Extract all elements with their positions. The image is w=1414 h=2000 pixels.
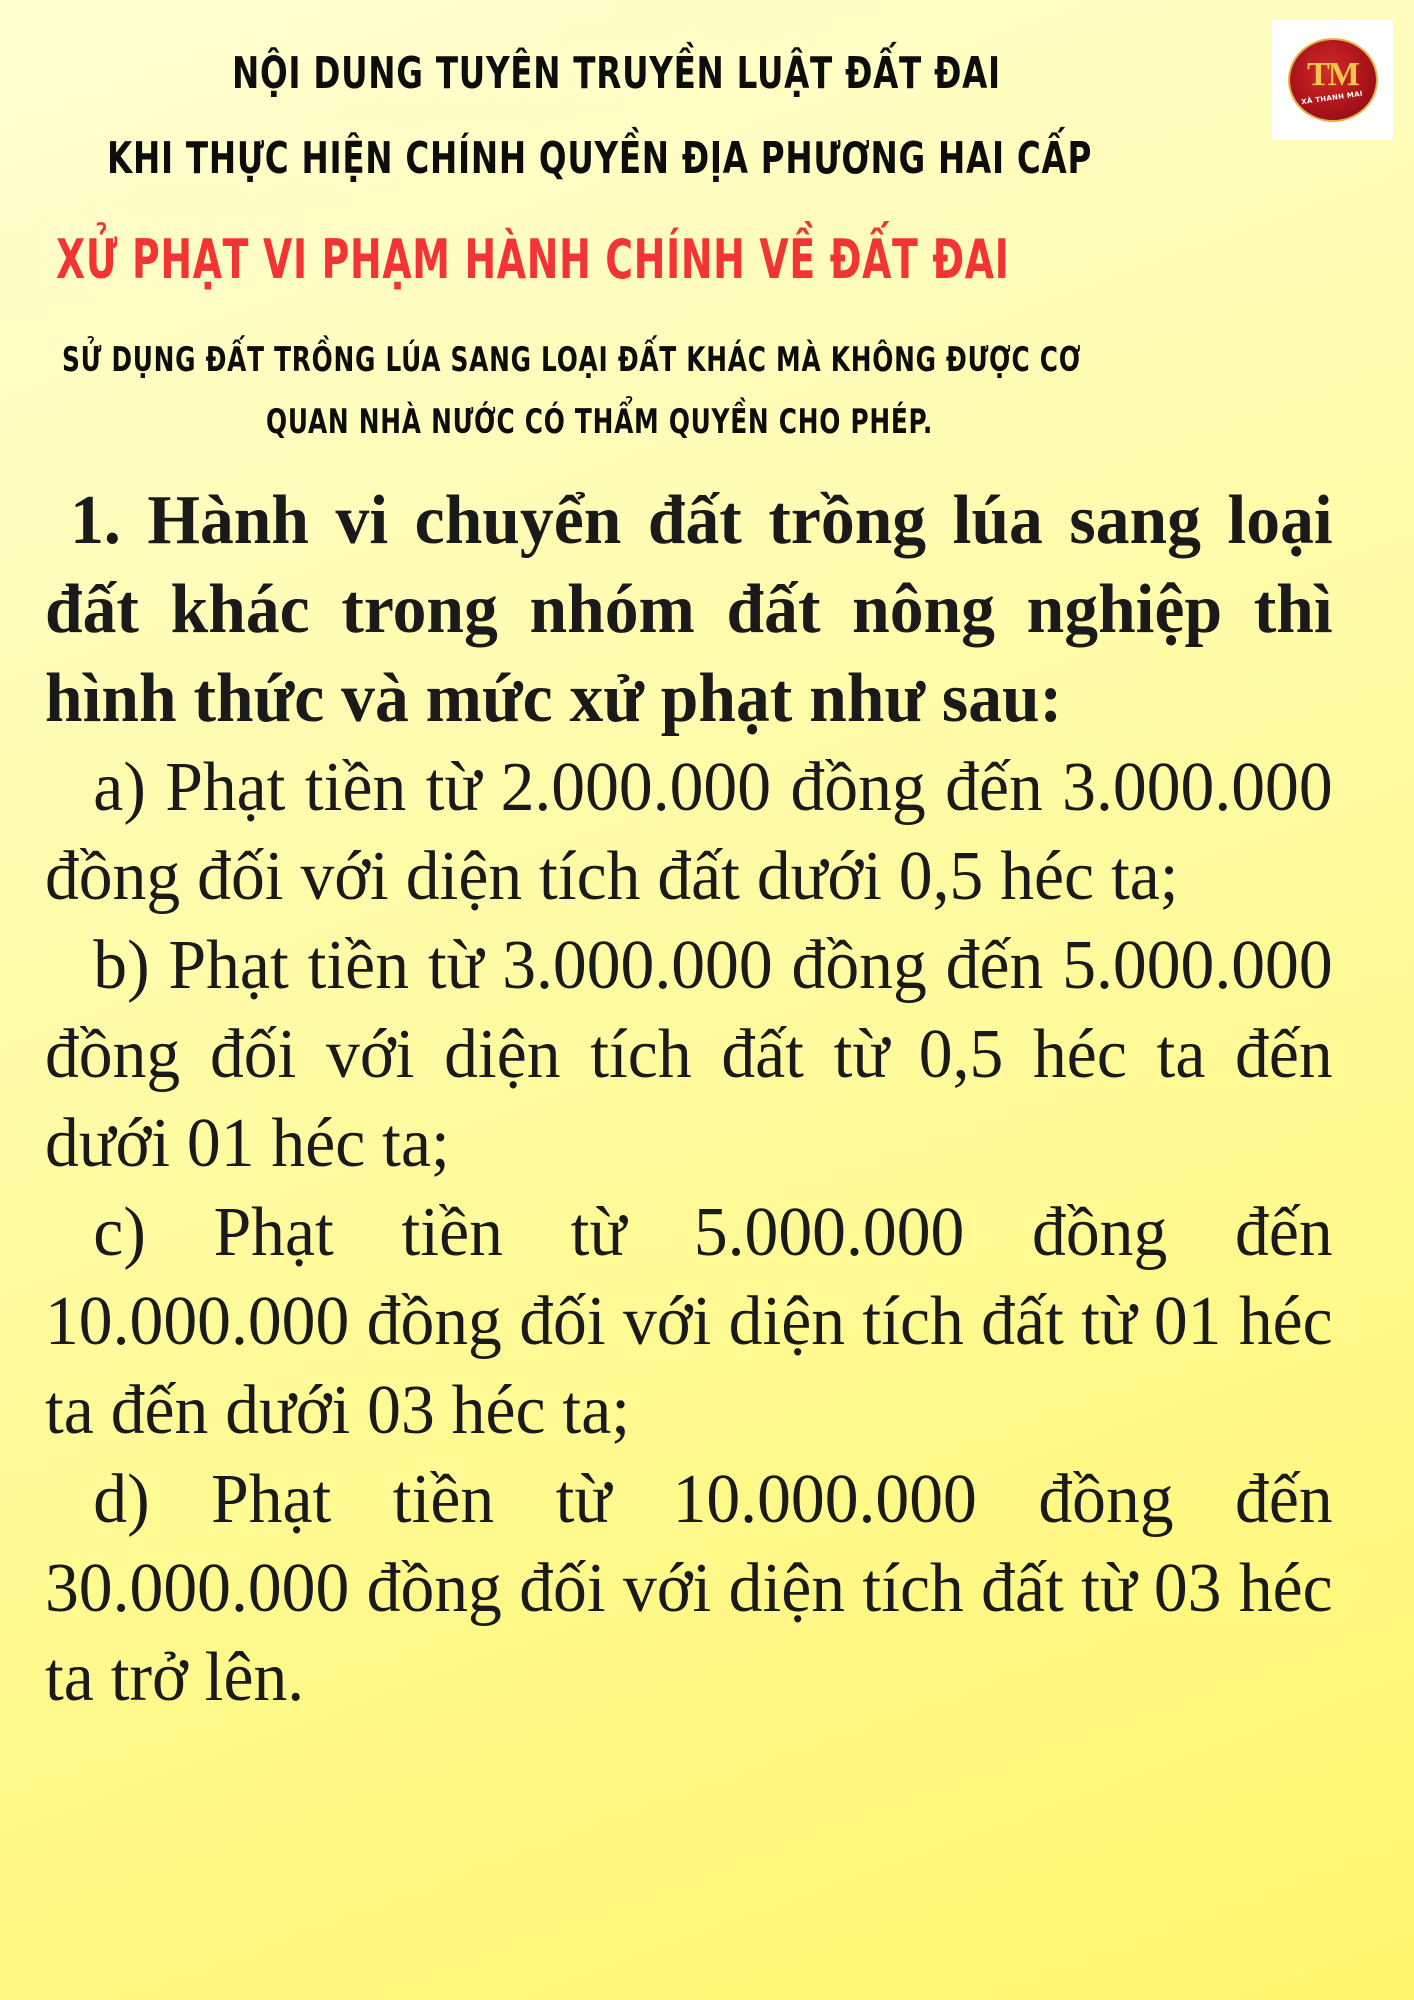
header-line-2: KHI THỰC HIỆN CHÍNH QUYỀN ĐỊA PHƯƠNG HAI CẤP [107, 133, 1093, 184]
penalty-item-text: d) Phạt tiền từ 10.000.000 đồng đến 30.000.000 đồng đối với diện tích đất từ 03 héc ta trở lên. [45, 1461, 1333, 1716]
penalty-item-text: a) Phạt tiền từ 2.000.000 đồng đến 3.000.000 đồng đối với diện tích đất dưới 0,5 héc ta; [45, 749, 1333, 915]
lead-paragraph [45, 476, 1333, 743]
logo-emblem-icon [1288, 38, 1378, 122]
penalty-item-text: b) Phạt tiền từ 3.000.000 đồng đến 5.000.000 đồng đối với diện tích đất từ 0,5 héc ta đến dưới 01 héc ta; [45, 927, 1333, 1182]
penalty-item-d [45, 1455, 1333, 1722]
poster-title: XỬ PHẠT VI PHẠM HÀNH CHÍNH VỀ ĐẤT ĐAI [56, 228, 1010, 291]
commune-logo [1272, 20, 1393, 140]
header-line-1: NỘI DUNG TUYÊN TRUYỀN LUẬT ĐẤT ĐAI [232, 48, 1001, 99]
lead-text: 1. Hành vi chuyển đất trồng lúa sang loại đất khác trong nhóm đất nông nghiệp thì hình thức và mức xử phạt như sau: [45, 482, 1333, 737]
penalty-item-a [45, 743, 1333, 921]
penalty-item-c [45, 1188, 1333, 1455]
logo-caption: XÃ THANH MAI [1301, 89, 1364, 107]
logo-mark: TM [1307, 56, 1358, 93]
article-body [45, 476, 1333, 1722]
subtitle-line-2: QUAN NHÀ NƯỚC CÓ THẨM QUYỀN CHO PHÉP. [266, 402, 934, 442]
penalty-item-b [45, 921, 1333, 1188]
subtitle-line-1: SỬ DỤNG ĐẤT TRỒNG LÚA SANG LOẠI ĐẤT KHÁC MÀ KHÔNG ĐƯỢC CƠ [62, 340, 1082, 380]
penalty-item-text: c) Phạt tiền từ 5.000.000 đồng đến 10.000.000 đồng đối với diện tích đất từ 01 héc ta đến dưới 03 héc ta; [45, 1194, 1333, 1449]
